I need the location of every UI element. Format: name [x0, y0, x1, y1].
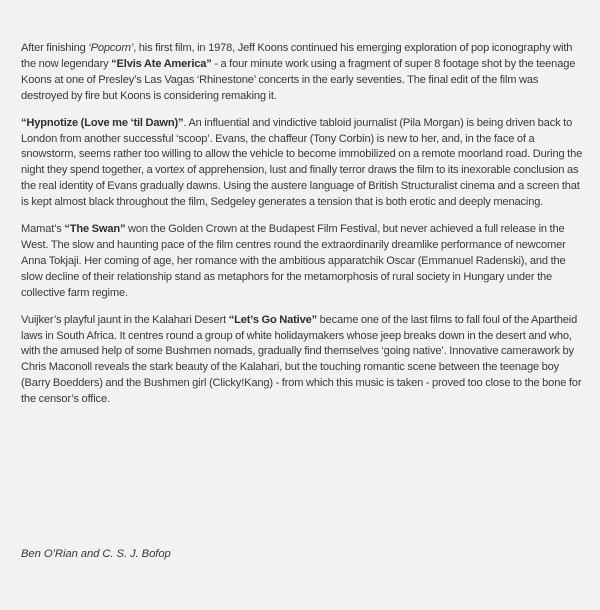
- paragraph-text: became one of the last films to fall foul of the Apartheid laws in South Africa. It centres round a group of white holidaymakers whose jeep breaks down in the desert and who, with the amused help of some Bushmen nomads, gradually find themselves ‘going native’. Innovative camerawork by Chris Maconoll reveals the stark beauty of the Kalahari, but the touching romantic scene between the teenage boy (Barry Boedders) and the Bushmen girl (Clicky!Kang) - from which this music is taken - proved too close to the bone for the censor’s office.: [21, 313, 582, 406]
- paragraph-text: , his first film, in 1978, Jeff Koons continued his emerging exploration of pop iconography with the now legendary: [21, 42, 573, 70]
- paragraph-text: won the Golden Crown at the Budapest Film Festival, but never achieved a full release in the West. The slow and haunting pace of the film centres round the extraordinarily dreamlike performance of newcomer Anna Tokjaji. Her coming of age, her romance with the ambitious apparatchik Oscar (Emmanuel Radenski), and the slow decline of their relationship stand as metaphors for the metamorphosis of rural society in Hungary under the collective farm regime.: [21, 223, 566, 299]
- paragraph-text: - a four minute work using a fragment of super 8 footage shot by the teenage Koons at one of Presley’s Las Vagas ‘Rhinestone’ concerts in the early seventies. The final edit of the film was destroyed by fire but Koons is considering remaking it.: [21, 57, 576, 102]
- film-title-hypnotize: “Hypnotize (Love me ‘til Dawn)”: [21, 116, 184, 129]
- paragraph-text: Vuijker’s playful jaunt in the Kalahari Desert: [21, 313, 229, 326]
- paragraph-text: After finishing: [21, 42, 89, 54]
- paragraph-text: . An influential and vindictive tabloid journalist (Pila Morgan) is being driven back to London from another successful ‘scoop’. Evans, the chaffeur (Tony Corbin) is new to her, and, in the face of a snowstorm, seems rather too willing to allow the vehicle to become immobilized on a remote moorland road. During the night they spend together, a vortex of apprehension, lust and finally terror draws the film to its inexorable conclusion as the real identity of Evans gradually dawns. Using the austere language of British Structuralist cinema and a screen that is kept almost black throughout the film, Sedgeley generates a tension that is both erotic and deeply menacing.: [21, 116, 583, 209]
- paragraph-lets-go-native: [21, 313, 583, 408]
- film-title-popcorn: ‘Popcorn’: [88, 42, 134, 54]
- liner-notes-body: [21, 41, 583, 419]
- film-title-the-swan: “The Swan”: [64, 223, 126, 236]
- paragraph-text: Mamat’s: [21, 223, 65, 236]
- author-credits: Ben O’Rian and C. S. J. Bofop: [21, 548, 171, 560]
- paragraph-the-swan: [21, 222, 583, 302]
- film-title-lets-go-native: “Let’s Go Native”: [228, 313, 318, 326]
- paragraph-hypnotize: [21, 116, 583, 211]
- film-title-elvis-ate-america: “Elvis Ate America”: [111, 57, 212, 70]
- paragraph-elvis-ate-america: [21, 41, 583, 105]
